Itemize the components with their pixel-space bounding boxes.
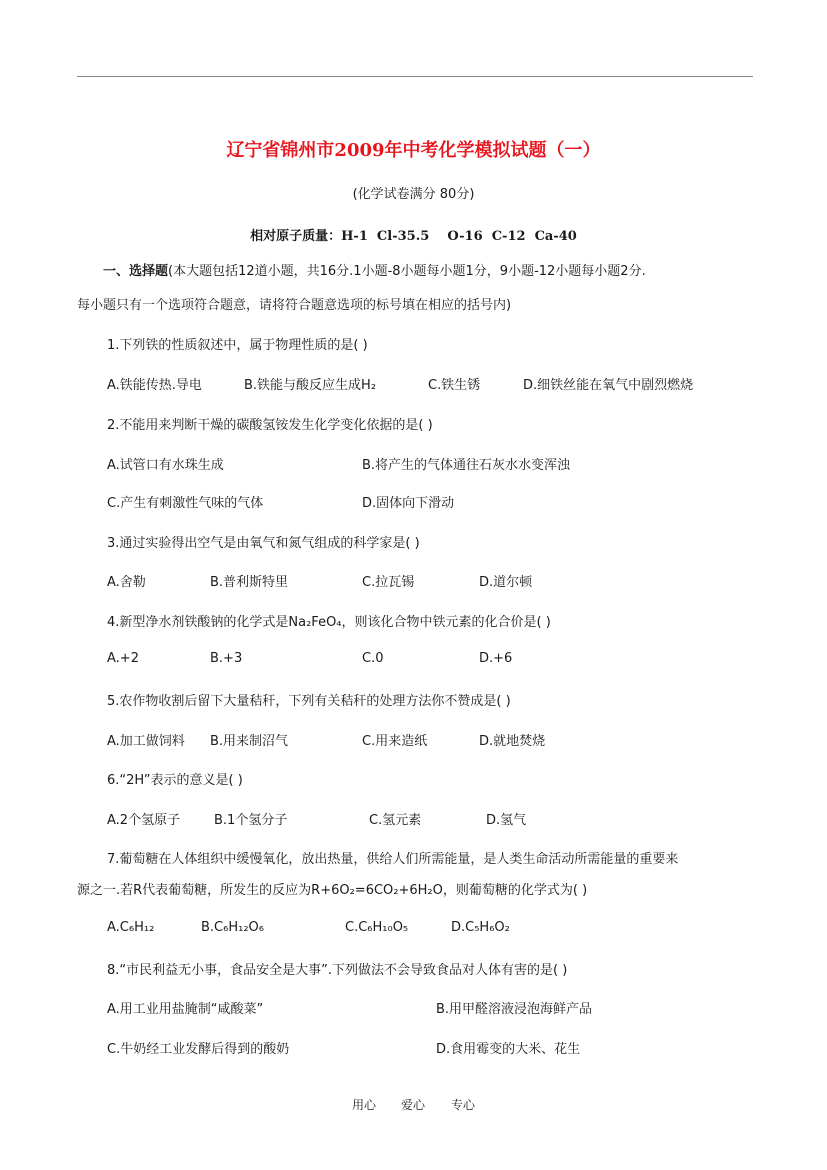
- question-6-stem: 6.“2H”表示的意义是( ): [107, 773, 243, 788]
- atomic-mass-line: 相对原子质量：H-1 Cl-35.5 O-16 C-12 Ca-40: [250, 229, 577, 244]
- question-7-stem-line2: 源之一.若R代表葡萄糖，所发生的反应为R+6O₂=6CO₂+6H₂O，则葡萄糖的化学式为( ): [77, 883, 588, 898]
- question-4-option-a: A.+2: [107, 651, 139, 666]
- question-5-option-c: C.用来造纸: [362, 734, 428, 749]
- section-1-instructions-line1: (本大题包括12道小题，共16分.1小题-8小题每小题1分，9小题-12小题每小题2分.: [168, 264, 646, 279]
- section-1-instructions-line2: 每小题只有一个选项符合题意，请将符合题意选项的标号填在相应的括号内): [77, 298, 512, 313]
- question-6-option-a: A.2个氢原子: [107, 813, 181, 828]
- header-rule: [77, 76, 753, 77]
- section-1-instructions: [77, 258, 757, 285]
- question-5-option-a: A.加工做饲料: [107, 734, 185, 749]
- question-1-stem: 1.下列铁的性质叙述中，属于物理性质的是( ): [107, 338, 368, 353]
- question-5-option-d: D.就地焚烧: [479, 734, 546, 749]
- question-8-option-c: C.牛奶经工业发酵后得到的酸奶: [107, 1042, 290, 1057]
- question-6-option-c: C.氢元素: [369, 813, 422, 828]
- question-8-option-a: A.用工业用盐腌制“咸酸菜”: [107, 1002, 264, 1017]
- question-5-stem: 5.农作物收割后留下大量秸秆，下列有关秸秆的处理方法你不赞成是( ): [107, 694, 511, 709]
- question-2-option-d: D.固体向下滑动: [362, 496, 455, 511]
- exam-title: 辽宁省锦州市2009年中考化学模拟试题（一）: [226, 140, 601, 161]
- exam-subtitle: (化学试卷满分 80分): [352, 187, 475, 202]
- question-3-option-a: A.舍勒: [107, 575, 146, 590]
- question-2-option-a: A.试管口有水珠生成: [107, 458, 224, 473]
- footer-text-2: 爱心: [401, 1098, 426, 1112]
- section-1-heading: 一、选择题: [103, 264, 169, 279]
- footer-text-1: 用心: [352, 1098, 377, 1112]
- question-6-option-b: B.1个氢分子: [214, 813, 288, 828]
- question-8-option-b: B.用甲醛溶液浸泡海鲜产品: [436, 1002, 593, 1017]
- question-2-stem: 2.不能用来判断干燥的碳酸氢铵发生化学变化依据的是( ): [107, 418, 433, 433]
- question-3-stem: 3.通过实验得出空气是由氧气和氮气组成的科学家是( ): [107, 536, 420, 551]
- question-2-option-c: C.产生有刺激性气味的气体: [107, 496, 264, 511]
- question-4-option-d: D.+6: [479, 651, 513, 666]
- question-7-option-b: B.C₆H₁₂O₆: [201, 920, 264, 935]
- question-4-option-b: B.+3: [210, 651, 243, 666]
- question-8-option-d: D.食用霉变的大米、花生: [436, 1042, 581, 1057]
- question-3-option-c: C.拉瓦锡: [362, 575, 415, 590]
- question-1-option-c: C.铁生锈: [428, 378, 481, 393]
- question-8-stem: 8.“市民利益无小事，食品安全是大事”.下列做法不会导致食品对人体有害的是( ): [107, 963, 568, 978]
- question-1-option-a: A.铁能传热.导电: [107, 378, 202, 393]
- question-1-option-d: D.细铁丝能在氧气中剧烈燃烧: [523, 378, 694, 393]
- question-7-option-c: C.C₆H₁₀O₅: [345, 920, 409, 935]
- question-1-option-b: B.铁能与酸反应生成H₂: [244, 378, 377, 393]
- question-3-option-b: B.普利斯特里: [210, 575, 289, 590]
- question-5-option-b: B.用来制沼气: [210, 734, 289, 749]
- question-7-option-d: D.C₅H₆O₂: [451, 920, 510, 935]
- question-2-option-b: B.将产生的气体通往石灰水水变浑浊: [362, 458, 571, 473]
- question-3-option-d: D.道尔顿: [479, 575, 533, 590]
- question-4-stem: 4.新型净水剂铁酸钠的化学式是Na₂FeO₄，则该化合物中铁元素的化合价是( ): [107, 615, 551, 630]
- footer-text-3: 专心: [451, 1098, 476, 1112]
- question-7-option-a: A.C₆H₁₂: [107, 920, 155, 935]
- question-4-option-c: C.0: [362, 651, 384, 666]
- question-7-stem-line1: 7.葡萄糖在人体组织中缓慢氧化，放出热量，供给人们所需能量，是人类生命活动所需能量的重要来: [107, 852, 679, 867]
- question-6-option-d: D.氢气: [486, 813, 527, 828]
